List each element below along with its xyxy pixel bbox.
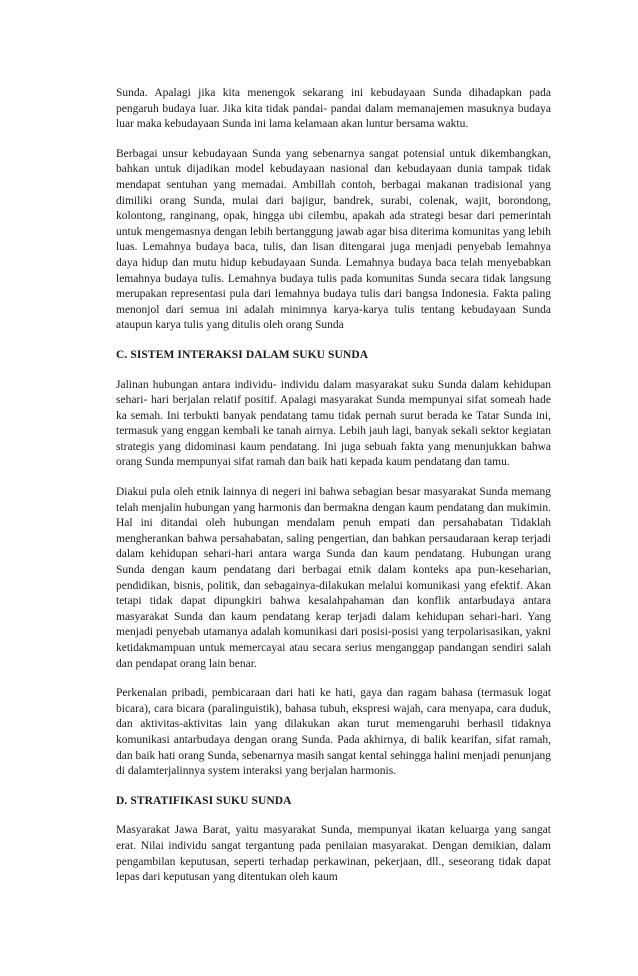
paragraph-budaya-luar: Sunda. Apalagi jika kita menengok sekarang ini kebudayaan Sunda dihadapkan pada pengaruh budaya luar. Jika kita tidak pandai- pandai dalam memanajemen masuknya budaya luar maka kebudayaan Sunda ini lama kelamaan akan luntur bersama waktu. <box>116 87 551 131</box>
section-heading-c: C. SISTEM INTERAKSI DALAM SUKU SUNDA <box>116 348 369 361</box>
paragraph-diakui-pula: Diakui pula oleh etnik lainnya di negeri ini bahwa sebagian besar masyarakat Sunda memang telah menjalin hubungan yang harmonis dan bermakna dengan kaum pendatang dan mukimin. Hal ini ditandai oleh hubungan mendalam penuh empati dan persahabatan Tidaklah mengherankan bahwa persahabatan, saling pengertian, dan bahkan persaudaraan kerap terjadi dalam kehidupan sehari-hari antara warga Sunda dan kaum pendatang. Hubungan urang Sunda dengan kaum pendatang dari berbagai etnik dalam konteks apa pun-keseharian, pendidikan, bisnis, politik, dan sebagainya-dilakukan melalui komunikasi yang efektif. Akan tetapi tidak dapat dipungkiri bahwa kesalahpahaman dan konflik antarbudaya antara masyarakat Sunda dan kaum pendatang kerap terjadi dalam kehidupan sehari-hari. Yang menjadi penyebab utamanya adalah komunikasi dari posisi-posisi yang terpolarisasikan, yakni ketidakmampuan untuk memercayai atau secara serius menganggap pandangan sendiri salah dan pendapat orang lain benar. <box>116 486 551 670</box>
paragraph-masyarakat-jawa-barat: Masyarakat Jawa Barat, yaitu masyarakat Sunda, mempunyai ikatan keluarga yang sangat erat. Nilai individu sangat tergantung pada penilaian masyarakat. Dengan demikian, dalam pengambilan keputusan, seperti terhadap perkawinan, pekerjaan, dll., seseorang tidak dapat lepas dari keputusan yang ditentukan oleh kaum <box>116 824 551 884</box>
paragraph-perkenalan-pribadi: Perkenalan pribadi, pembicaraan dari hati ke hati, gaya dan ragam bahasa (termasuk logat bicara), cara bicara (paralinguistik), bahasa tubuh, ekspresi wajah, cara menyapa, cara duduk, dan aktivitas-aktivitas lain yang dilakukan akan turut memengaruhi berhasil tidaknya komunikasi antarbudaya dengan orang Sunda. Pada akhirnya, di balik kearifan, sifat ramah, dan baik hati orang Sunda, sebenarnya masih sangat kental sehingga halini menjadi penunjang di dalamterjalinnya system interaksi yang berjalan harmonis. <box>116 687 551 778</box>
paragraph-jalinan-hubungan: Jalinan hubungan antara individu- individu dalam masyarakat suku Sunda dalam kehidupan sehari- hari berjalan relatif positif. Apalagi masyarakat Sunda mempunyai sifat someah hade ka semah. Ini terbukti banyak pendatang tamu tidak pernah surut berada ke Tatar Sunda ini, termasuk yang enggan kembali ke tanah airnya. Lebih jauh lagi, banyak sekali sektor kegiatan strategis yang didominasi kaum pendatang. Ini juga sebuah fakta yang menunjukkan bahwa orang Sunda mempunyai sifat ramah dan baik hati kepada kaum pendatang dan tamu. <box>116 378 551 469</box>
section-heading-d: D. STRATIFIKASI SUKU SUNDA <box>116 794 292 807</box>
document-page <box>116 86 551 900</box>
paragraph-unsur-kebudayaan: Berbagai unsur kebudayaan Sunda yang sebenarnya sangat potensial untuk dikembangkan, bahkan untuk dijadikan model kebudayaan nasional dan kebudayaan dunia tampak tidak mendapat sentuhan yang memadai. Ambillah contoh, berbagai makanan tradisional yang dimiliki orang Sunda, mulai dari bajigur, bandrek, surabi, colenak, wajit, borondong, kolontong, ranginang, opak, hingga ubi cilembu, apakah ada strategi besar dari pemerintah untuk mengemasnya dengan lebih bertanggung jawab agar bisa diterima komunitas yang lebih luas. Lemahnya budaya baca, tulis, dan lisan ditengarai juga menjadi penyebab lemahnya daya hidup dan mutu hidup kebudayaan Sunda. Lemahnya budaya baca telah menyebabkan lemahnya budaya tulis. Lemahnya budaya tulis pada komunitas Sunda secara tidak langsung merupakan representasi pula dari lemahnya budaya tulis dari bangsa Indonesia. Fakta paling menonjol dari semua ini adalah minimnya karya-karya tulis tentang kebudayaan Sunda ataupun karya tulis yang ditulis oleh orang Sunda <box>116 147 551 332</box>
